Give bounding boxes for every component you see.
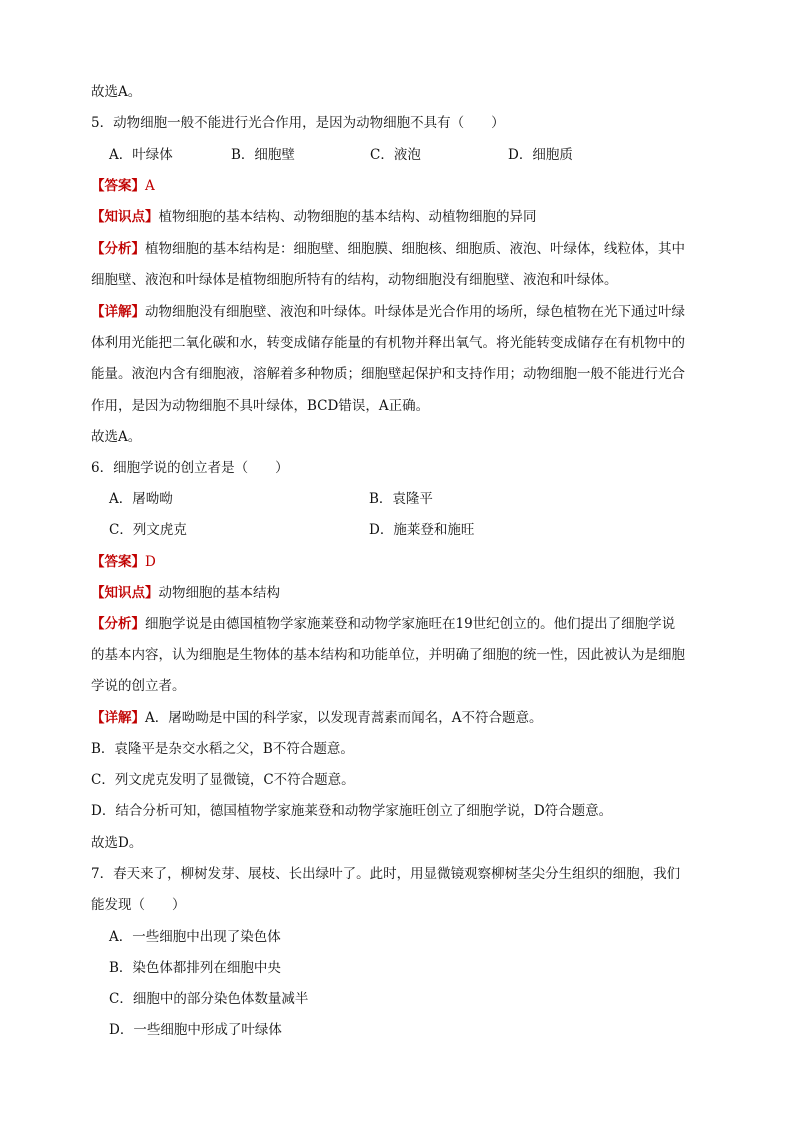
q6-answer — [91, 552, 703, 572]
q5-detail-line-1 — [91, 302, 703, 322]
q6-detail-text: A．屠呦呦是中国的科学家，以发现青蒿素而闻名，A不符合题意。 — [145, 710, 543, 726]
q5-option-c[interactable]: C．液泡 — [370, 147, 421, 163]
q7-stem-line-1: 7．春天来了，柳树发芽、展枝、长出绿叶了。此时，用显微镜观察柳树茎尖分生组织的细胞，我们 — [91, 866, 681, 882]
detail-tag: 【详解】 — [91, 304, 145, 320]
q6-knowledge — [91, 583, 703, 603]
q6-stem: 6．细胞学说的创立者是（ ） — [91, 460, 289, 476]
answer-tag: 【答案】 — [91, 178, 145, 194]
q4-conclusion: 故选A。 — [91, 84, 142, 100]
q5-knowledge — [91, 207, 703, 227]
q6-analysis-line-2: 的基本内容，认为细胞是生物体的基本结构和功能单位，并明确了细胞的统一性，因此被认为是细胞 — [91, 647, 685, 663]
q5-detail-line-2: 体利用光能把二氧化碳和水，转变成储存能量的有机物并释出氧气。将光能转变成储存在有机物中的 — [91, 335, 685, 351]
q5-option-a[interactable]: A．叶绿体 — [109, 147, 173, 163]
knowledge-tag: 【知识点】 — [91, 585, 159, 601]
q5-option-b[interactable]: B．细胞壁 — [231, 147, 295, 163]
q5-analysis-line-1 — [91, 239, 703, 259]
q7-option-c[interactable]: C．细胞中的部分染色体数量减半 — [109, 991, 309, 1007]
q6-conclusion: 故选D。 — [91, 835, 143, 851]
q5-answer-value: A — [145, 178, 155, 194]
q5-detail-line-4: 作用，是因为动物细胞不具叶绿体，BCD错误，A正确。 — [91, 398, 430, 414]
q5-knowledge-text: 植物细胞的基本结构、动物细胞的基本结构、动植物细胞的异同 — [158, 209, 537, 225]
answer-tag: 【答案】 — [91, 554, 145, 570]
q6-analysis-text: 细胞学说是由德国植物学家施莱登和动物学家施旺在19世纪创立的。他们提出了细胞学说 — [145, 616, 676, 632]
q5-conclusion: 故选A。 — [91, 429, 142, 445]
q5-analysis-line-2: 细胞壁、液泡和叶绿体是植物细胞所特有的结构，动物细胞没有细胞壁、液泡和叶绿体。 — [91, 272, 618, 288]
q6-option-a[interactable]: A．屠呦呦 — [109, 491, 173, 507]
q6-detail-line-4: D．结合分析可知，德国植物学家施莱登和动物学家施旺创立了细胞学说，D符合题意。 — [91, 803, 613, 819]
q6-detail-line-2: B．袁隆平是杂交水稻之父，B不符合题意。 — [91, 741, 354, 757]
q5-detail-text: 动物细胞没有细胞壁、液泡和叶绿体。叶绿体是光合作用的场所，绿色植物在光下通过叶绿 — [145, 304, 685, 320]
q5-answer — [91, 176, 703, 196]
q5-detail-line-3: 能量。液泡内含有细胞液，溶解着多种物质；细胞壁起保护和支持作用；动物细胞一般不能进行光合 — [91, 366, 685, 382]
q6-answer-value: D — [145, 554, 156, 570]
q6-analysis-line-1 — [91, 614, 703, 634]
q7-option-a[interactable]: A．一些细胞中出现了染色体 — [109, 929, 281, 945]
knowledge-tag: 【知识点】 — [91, 209, 159, 225]
analysis-tag: 【分析】 — [91, 241, 145, 257]
q5-analysis-text: 植物细胞的基本结构是：细胞壁、细胞膜、细胞核、细胞质、液泡、叶绿体，线粒体，其中 — [145, 241, 685, 257]
analysis-tag: 【分析】 — [91, 616, 145, 632]
q6-option-b[interactable]: B．袁隆平 — [369, 491, 433, 507]
q5-option-d[interactable]: D．细胞质 — [508, 147, 573, 163]
q5-stem: 5．动物细胞一般不能进行光合作用，是因为动物细胞不具有（ ） — [91, 115, 505, 131]
detail-tag: 【详解】 — [91, 710, 145, 726]
q7-option-d[interactable]: D．一些细胞中形成了叶绿体 — [109, 1022, 282, 1038]
q6-option-c[interactable]: C．列文虎克 — [109, 522, 187, 538]
q6-detail-line-3: C．列文虎克发明了显微镜，C不符合题意。 — [91, 772, 355, 788]
q6-knowledge-text: 动物细胞的基本结构 — [158, 585, 280, 601]
q6-analysis-line-3: 学说的创立者。 — [91, 678, 186, 694]
q7-stem-line-2: 能发现（ ） — [91, 897, 186, 913]
q6-detail-line-1 — [91, 708, 703, 728]
q7-option-b[interactable]: B．染色体都排列在细胞中央 — [109, 960, 281, 976]
q6-option-d[interactable]: D．施莱登和施旺 — [369, 522, 475, 538]
